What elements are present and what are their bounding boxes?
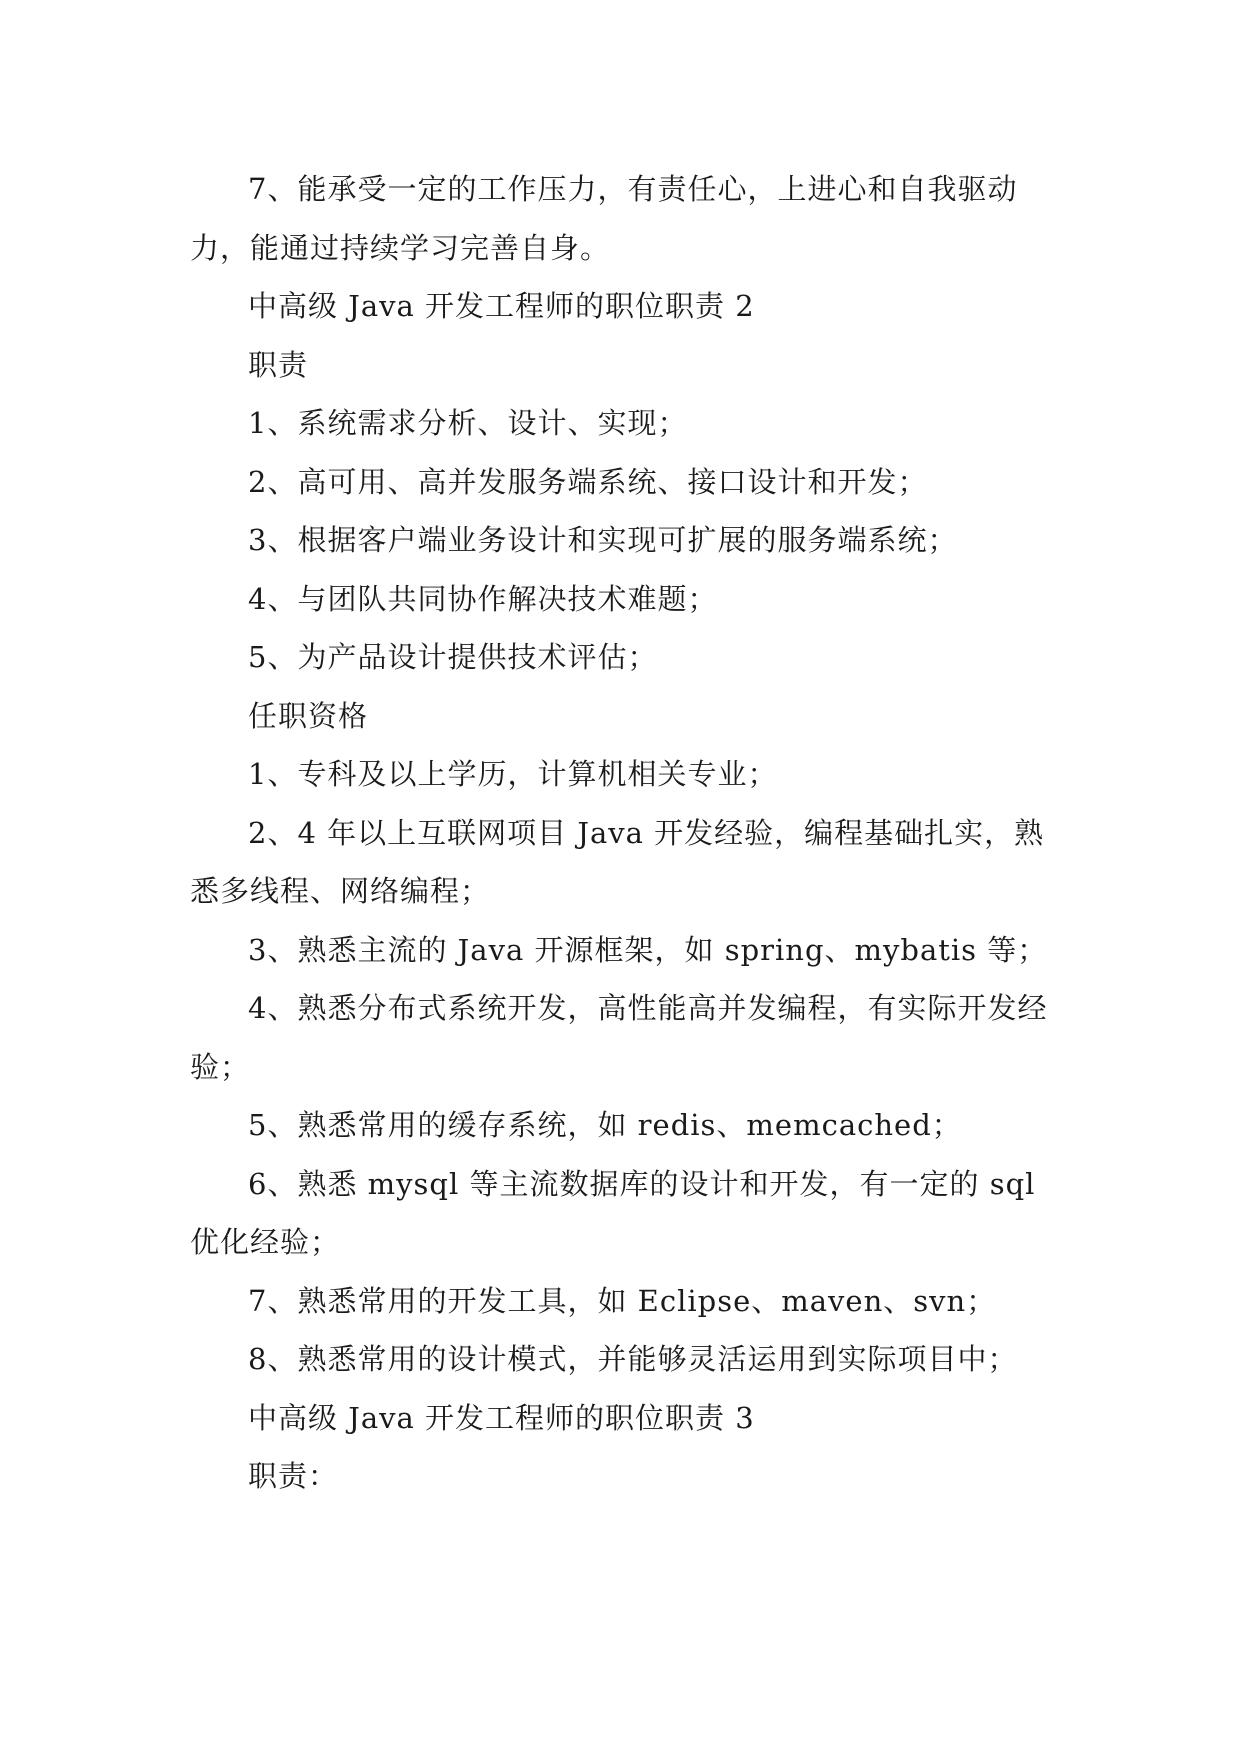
duty-item-1: 1、系统需求分析、设计、实现； — [248, 406, 688, 440]
duty-item-2: 2、高可用、高并发服务端系统、接口设计和开发； — [248, 464, 928, 499]
duty-item-4: 4、与团队共同协作解决技术难题； — [248, 581, 718, 616]
qualification-item-8: 8、熟悉常用的设计模式，并能够灵活运用到实际项目中； — [248, 1342, 1018, 1376]
subheading-duties-3: 职责： — [248, 1459, 339, 1493]
qualification-item-3: 3、熟悉主流的 Java 开源框架，如 spring、mybatis 等； — [248, 932, 1048, 967]
document-body — [190, 160, 1062, 1506]
qualification-item-6: 6、熟悉 mysql 等主流数据库的设计和开发，有一定的 sql 优化经验； — [190, 1166, 1036, 1259]
duty-item-3: 3、根据客户端业务设计和实现可扩展的服务端系统； — [248, 523, 958, 557]
qualification-item-7: 7、熟悉常用的开发工具，如 Eclipse、maven、svn； — [248, 1283, 997, 1318]
duty-item-5: 5、为产品设计提供技术评估； — [248, 640, 658, 674]
qualification-item-2: 2、4 年以上互联网项目 Java 开发经验，编程基础扎实，熟悉多线程、网络编程； — [190, 815, 1045, 908]
qualification-item-5: 5、熟悉常用的缓存系统，如 redis、memcached； — [248, 1108, 962, 1142]
subheading-duties: 职责 — [248, 347, 309, 382]
section-heading-3: 中高级 Java 开发工程师的职位职责 3 — [248, 1400, 755, 1435]
section-heading-2: 中高级 Java 开发工程师的职位职责 2 — [248, 289, 755, 323]
subheading-qualifications: 任职资格 — [248, 698, 369, 733]
paragraph-stress-tolerance: 7、能承受一定的工作压力，有责任心，上进心和自我驱动力，能通过持续学习完善自身。 — [190, 172, 1018, 265]
qualification-item-1: 1、专科及以上学历，计算机相关专业； — [248, 757, 778, 791]
qualification-item-4: 4、熟悉分布式系统开发，高性能高并发编程，有实际开发经验； — [190, 991, 1048, 1084]
